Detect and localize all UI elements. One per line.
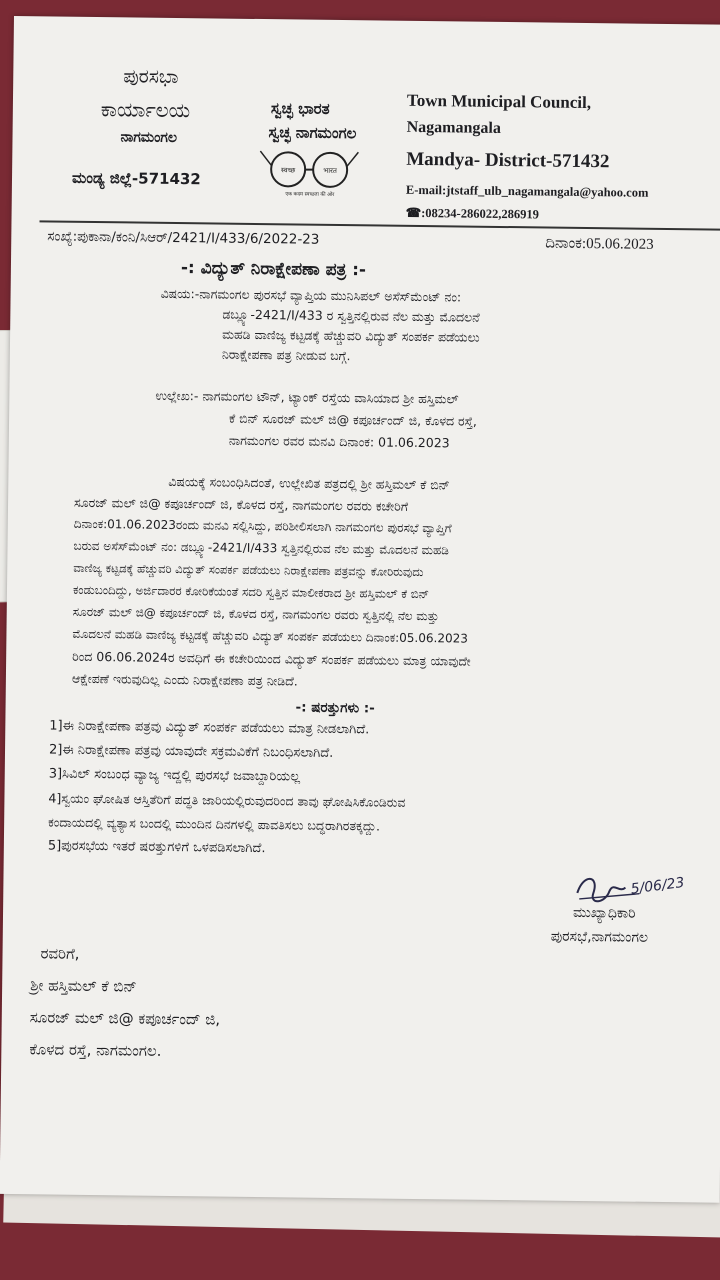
reference-line: ಕೆ ಬಿನ್ ಸೂರಜ್ ಮಲ್ ಜಿ@ ಕಪೂರ್ಚಂದ್ ಜಿ, ಕೊಳದ ರಸ್ತೆ, xyxy=(229,410,477,429)
logo-word-right: भारत xyxy=(323,166,337,175)
condition-item: 3]ಸಿವಿಲ್ ಸಂಬಂಧ ವ್ಯಾಜ್ಯ ಇದ್ದಲ್ಲಿ ಪುರಸಭೆ ಜವಾಬ್ದಾರಿಯಲ್ಲ xyxy=(48,766,301,785)
reference-line: ಉಲ್ಲೇಖ:- ನಾಗಮಂಗಲ ಟೌನ್, ಟ್ಯಾಂಕ್ ರಸ್ತೆಯ ವಾಸಿಯಾದ ಶ್ರೀ ಹಸ್ತಿಮಲ್ xyxy=(155,387,459,407)
swachh-bharat-label: ಸ್ವಚ್ಛ ಭಾರತ xyxy=(270,99,330,118)
body-line: ಸೂರಜ್ ಮಲ್ ಜಿ@ ಕಪೂರ್ಚಂದ್ ಜಿ, ಕೊಳದ ರಸ್ತೆ, ನಾಗಮಂಗಲ ರವರು ಕಚೇರಿಗೆ xyxy=(73,494,409,514)
letter-date: ದಿನಾಂಕ:05.06.2023 xyxy=(545,235,654,253)
noc-letter xyxy=(0,16,720,1203)
body-line: ವಿಷಯಕ್ಕೆ ಸಂಬಂಧಿಸಿದಂತೆ, ಉಲ್ಲೇಖಿತ ಪತ್ರದಲ್ಲಿ ಶ್ರೀ ಹಸ್ತಿಮಲ್ ಕೆ ಬಿನ್ xyxy=(168,473,450,493)
body-line: ವಾಣಿಜ್ಯ ಕಟ್ಟಡಕ್ಕೆ ಹೆಚ್ಚುವರಿ ವಿದ್ಯುತ್ ಸಂಪರ್ಕ ಪಡೆಯಲು ನಿರಾಕ್ಷೇಪಣಾ ಪತ್ರವನ್ನು ಕೋರಿರುವುದು xyxy=(73,560,424,580)
phone-line: ☎:08234-286022,286919 xyxy=(405,205,539,222)
letterhead-left-line1: ಪುರಸಭಾ xyxy=(123,65,179,89)
subject-line: ನಿರಾಕ್ಷೇಪಣಾ ಪತ್ರ ನೀಡುವ ಬಗ್ಗೆ. xyxy=(221,346,351,364)
condition-item: ಕಂದಾಯದಲ್ಲಿ ವ್ಯತ್ಯಾಸ ಬಂದಲ್ಲಿ ಮುಂದಿನ ದಿನಗಳಲ್ಲಿ ಪಾವತಿಸಲು ಬದ್ಧರಾಗಿರತಕ್ಕದ್ದು. xyxy=(48,814,381,834)
addressee-salutation: ರವರಿಗೆ, xyxy=(40,944,80,963)
reference-number: ಸಂಖ್ಯೆ:ಪುಕಾನಾ/ಕಂನಿ/ಸಿಆರ್/2421/I/433/6/2022-23 xyxy=(47,228,320,248)
body-line: ಮೊದಲನೆ ಮಹಡಿ ವಾಣಿಜ್ಯ ಕಟ್ಟಡಕ್ಕೆ ಹೆಚ್ಚುವರಿ ವಿದ್ಯುತ್ ಸಂಪರ್ಕ ಪಡೆಯಲು ದಿನಾಂಕ:05.06.2023 xyxy=(72,626,469,646)
swachh-nagamangala-label: ಸ್ವಚ್ಛ ನಾಗಮಂಗಲ xyxy=(268,123,357,143)
addressee-line: ಶ್ರೀ ಹಸ್ತಿಮಲ್ ಕೆ ಬಿನ್ xyxy=(30,976,137,996)
subject-line: ವಿಷಯ:-ನಾಗಮಂಗಲ ಪುರಸಭೆ ವ್ಯಾಪ್ತಿಯ ಮುನಿಸಿಪಲ್ ಅಸೆಸ್‌ಮೆಂಟ್ ನಂ: xyxy=(160,285,462,305)
condition-item: 2]ಈ ನಿರಾಕ್ಷೇಪಣಾ ಪತ್ರವು ಯಾವುದೇ ಸಕ್ರಮವಿಕೆಗೆ ನಿಬಂಧಿಸಲಾಗಿದೆ. xyxy=(48,742,334,761)
signatory-designation: ಮುಖ್ಯಾಧಿಕಾರಿ xyxy=(572,904,636,922)
letter-title: -: ವಿದ್ಯುತ್ ನಿರಾಕ್ಷೇಪಣಾ ಪತ್ರ :- xyxy=(180,258,367,281)
body-line: ಆಕ್ಷೇಪಣೆ ಇರುವುದಿಲ್ಲ ಎಂದು ನಿರಾಕ್ಷೇಪಣಾ ಪತ್ರ ನೀಡಿದೆ. xyxy=(71,670,298,689)
logo-word-left: स्वच्छ xyxy=(281,166,296,175)
letterhead-right-district: Mandya- District-571432 xyxy=(406,148,610,173)
signature-date: 5/06/23 xyxy=(629,874,686,898)
body-line: ದಿನಾಂಕ:01.06.2023ರಂದು ಮನವಿ ಸಲ್ಲಿಸಿದ್ದು, ಪರಿಶೀಲಿಸಲಾಗಿ ನಾಗಮಂಗಲ ಪುರಸಭೆ ವ್ಯಾಪ್ತಿಗೆ xyxy=(73,516,452,536)
condition-item: 1]ಈ ನಿರಾಕ್ಷೇಪಣಾ ಪತ್ರವು ವಿದ್ಯುತ್ ಸಂಪರ್ಕ ಪಡೆಯಲು ಮಾತ್ರ ನೀಡಲಾಗಿದೆ. xyxy=(49,718,370,738)
letterhead-left-line3: ನಾಗಮಂಗಲ xyxy=(120,129,178,146)
letterhead-right-line1: Town Municipal Council, xyxy=(406,90,592,113)
body-line: ರಿಂದ 06.06.2024ರ ಅವಧಿಗೆ ಈ ಕಚೇರಿಯಿಂದ ವಿದ್ಯುತ್ ಸಂಪರ್ಕ ಪಡೆಯಲು ಮಾತ್ರ ಯಾವುದೇ xyxy=(72,648,471,669)
addressee-line: ಕೊಳದ ರಸ್ತೆ, ನಾಗಮಂಗಲ. xyxy=(29,1040,162,1060)
reference-line: ನಾಗಮಂಗಲ ರವರ ಮನವಿ ದಿನಾಂಕ: 01.06.2023 xyxy=(228,432,450,451)
letterhead-left-line2: ಕಾರ್ಯಾಲಯ xyxy=(100,97,191,123)
condition-item: 4]ಸ್ವಯಂ ಘೋಷಿತ ಆಸ್ತಿತೆರಿಗೆ ಪದ್ಧತಿ ಜಾರಿಯಲ್ಲಿರುವುದರಿಂದ ತಾವು ಘೋಷಿಸಿಕೊಂಡಿರುವ xyxy=(48,790,406,810)
body-line: ಸೂರಜ್ ಮಲ್ ಜಿ@ ಕಪೂರ್ಚಂದ್ ಜಿ, ಕೊಳದ ರಸ್ತೆ, ನಾಗಮಂಗಲ ರವರು ಸ್ವತ್ತಿನಲ್ಲಿ ನೆಲ ಮತ್ತು xyxy=(72,604,440,624)
body-line: ಬರುವ ಅಸೆಸ್‌ಮೆಂಟ್ ನಂ: ಡಬ್ಲ್ಯೂ-2421/I/433 ಸ್ವತ್ತಿನಲ್ಲಿರುವ ನೆಲ ಮತ್ತು ಮೊದಲನೆ ಮಹಡಿ xyxy=(73,538,449,558)
signatory-office: ಪುರಸಭೆ,ನಾಗಮಂಗಲ xyxy=(550,928,649,946)
letterhead-right-line2: Nagamangala xyxy=(406,118,502,137)
letterhead-left-district: ಮಂಡ್ಯ ಜಿಲ್ಲೆ-571432 xyxy=(71,168,201,189)
condition-item: 5]ಪುರಸಭೆಯ ಇತರೆ ಷರತ್ತುಗಳಿಗೆ ಒಳಪಡಿಸಲಾಗಿದೆ. xyxy=(47,838,266,857)
logo-caption: एक कदम स्वच्छता की ओर xyxy=(285,191,335,198)
email-line: E-mail:jtstaff_ulb_nagamangala@yahoo.com xyxy=(405,182,649,200)
swachh-bharat-logo xyxy=(258,147,363,200)
subject-line: ಮಹಡಿ ವಾಣಿಜ್ಯ ಕಟ್ಟಡಕ್ಕೆ ಹೆಚ್ಚುವರಿ ವಿದ್ಯುತ್ ಸಂಪರ್ಕ ಪಡೆಯಲು xyxy=(222,326,480,345)
body-line: ಕಂಡುಬಂದಿದ್ದು, ಅರ್ಜಿದಾರರ ಕೋರಿಕೆಯಂತೆ ಸದರಿ ಸ್ವತ್ತಿನ ಮಾಲೀಕರಾದ ಶ್ರೀ ಹಸ್ತಿಮಲ್ ಕೆ ಬಿನ್ xyxy=(72,582,430,602)
subject-line: ಡಬ್ಲ್ಯೂ-2421/I/433 ರ ಸ್ವತ್ತಿನಲ್ಲಿರುವ ನೆಲ ಮತ್ತು ಮೊದಲನೆ xyxy=(222,306,480,325)
conditions-title: -: ಷರತ್ತುಗಳು :- xyxy=(295,699,375,717)
addressee-line: ಸೂರಜ್ ಮಲ್ ಜಿ@ ಕಪೂರ್ಚಂದ್ ಜಿ, xyxy=(29,1008,221,1029)
